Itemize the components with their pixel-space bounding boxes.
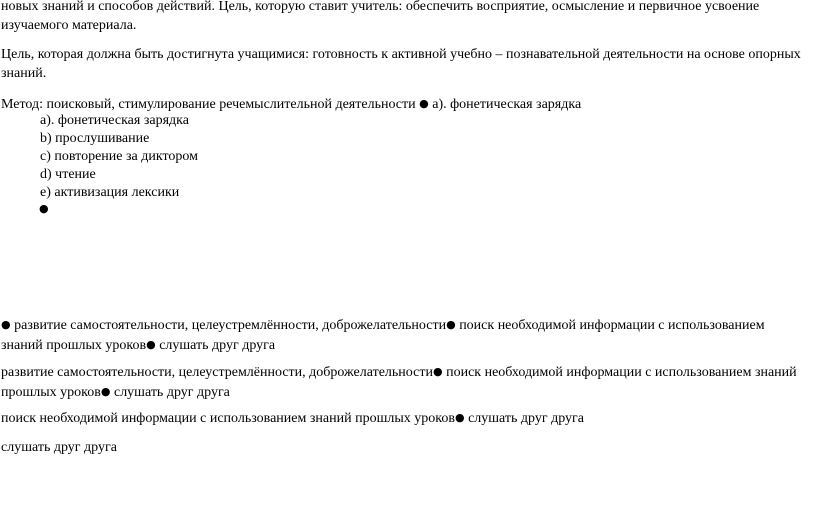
- goal-text: поиск необходимой информации с использованием знаний прошлых уроков: [1, 411, 455, 426]
- empty-bullet: [39, 200, 49, 219]
- intro-text: новых знаний и способов действий. Цель, которую ставит учитель: обеспечить восприятие, осмысление и первичное усвоение изучаемого материала.: [1, 0, 760, 33]
- goal-text: развитие самостоятельности, целеустремлённости, доброжелательности: [14, 318, 447, 333]
- bullet-icon: ●: [1, 318, 11, 331]
- stages-list: [40, 112, 198, 202]
- bullet-icon: ●: [432, 365, 443, 378]
- method-tail-text: а). фонетическая зарядка: [428, 97, 582, 112]
- goal-text: слушать друг друга: [159, 338, 276, 353]
- paragraph-method: [1, 94, 801, 114]
- paragraph-goals-3: [1, 408, 801, 428]
- bullet-icon: ●: [39, 202, 49, 215]
- paragraph-intro: [1, 0, 801, 35]
- goal-text: развитие самостоятельности, целеустремлённости, доброжелательности: [1, 365, 433, 380]
- bullet-icon: ●: [419, 97, 429, 110]
- goal-text: слушать друг друга: [113, 385, 230, 400]
- goal-text: слушать друг друга: [468, 411, 584, 426]
- bullet-icon: ●: [454, 411, 465, 424]
- bullet-icon: ●: [146, 338, 156, 351]
- student-goal-text: Цель, которая должна быть достигнута учащимися: готовность к активной учебно – познавательной деятельности на основе опорных знаний.: [1, 47, 801, 81]
- paragraph-student-goal: [1, 45, 801, 83]
- goal-text: поиск необходимой информации с использованием знаний прошлых уроков: [1, 365, 797, 400]
- bullet-icon: ●: [446, 318, 456, 331]
- list-item: a). фонетическая зарядка: [40, 113, 189, 128]
- paragraph-goals-4: [1, 438, 801, 457]
- list-item: c) повторение за диктором: [40, 149, 198, 164]
- method-text: Метод: поисковый, стимулирование речемыслительной деятельности: [1, 97, 416, 112]
- list-item: e) активизация лексики: [40, 185, 180, 200]
- bullet-icon: ●: [100, 385, 111, 398]
- paragraph-goals-2: [1, 362, 801, 402]
- paragraph-goals-full: [1, 315, 801, 355]
- list-item: d) чтение: [40, 167, 96, 182]
- goal-text: слушать друг друга: [1, 440, 117, 455]
- list-item: b) прослушивание: [40, 131, 150, 146]
- goal-text: поиск необходимой информации с использованием знаний прошлых уроков: [1, 318, 765, 353]
